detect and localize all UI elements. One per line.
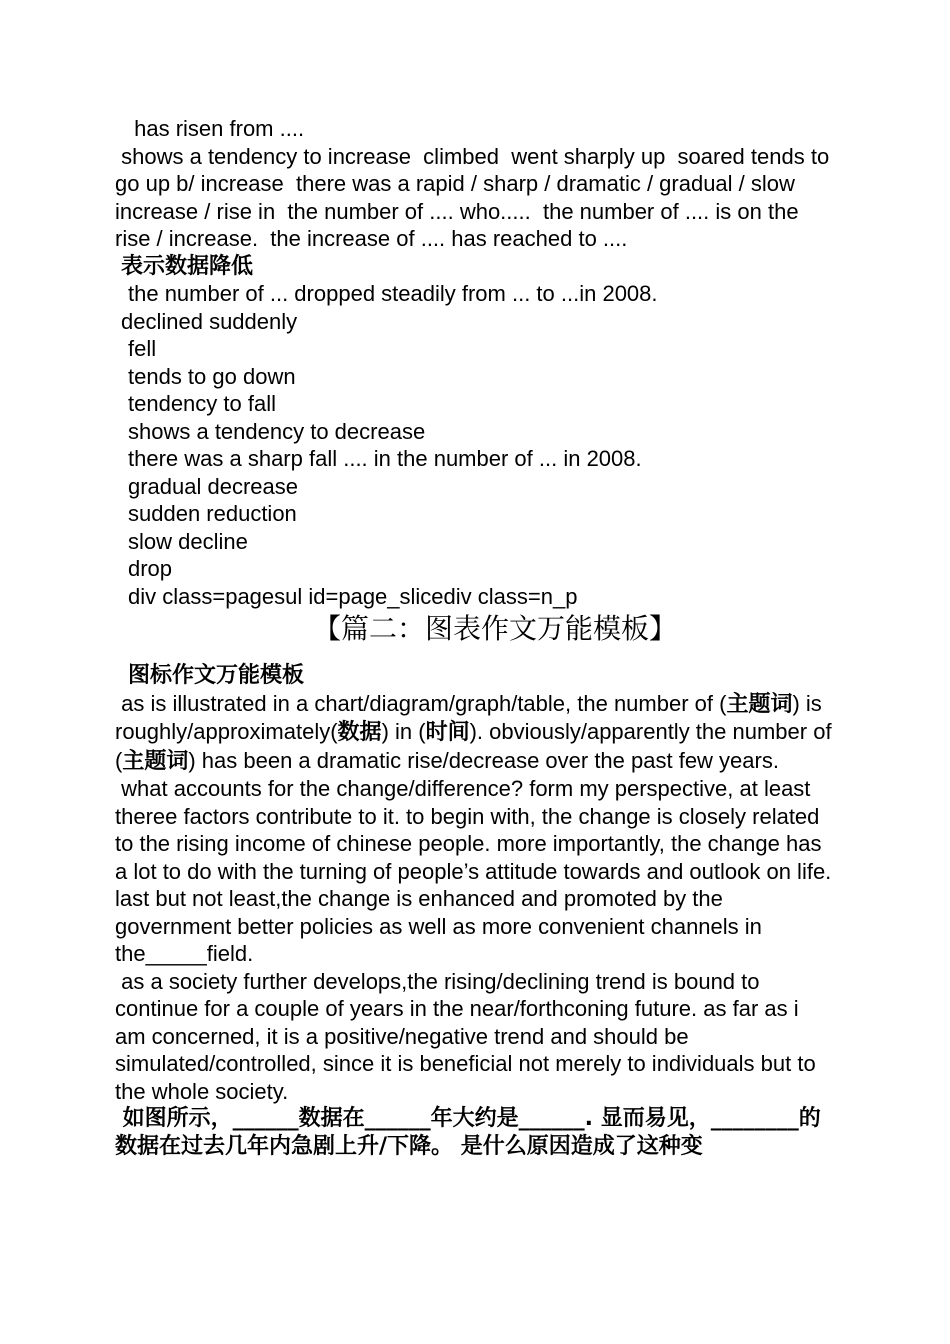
template-heading: 图标作文万能模板 <box>128 663 305 688</box>
text-line: has risen from .... <box>128 116 305 141</box>
text-paragraph <box>115 690 838 776</box>
text-paragraph: as a society further develops,the rising/declining trend is bound to continue for a couple of years in the near/forthconing future. as far as i am concerned, it is a positive/negative trend and should be simulated/controlled, since it is beneficial not merely to individuals but to the whole society. <box>115 968 822 1104</box>
text-run: as is illustrated in a chart/diagram/graph/table, the number of ( <box>115 690 727 716</box>
text-line: there was a sharp fall .... in the number of ... in 2008. <box>128 446 642 471</box>
bold-term: 数据 <box>337 720 382 745</box>
text-line: tends to go down <box>128 363 296 389</box>
text-line: declined suddenly <box>121 308 298 334</box>
text-line: fell <box>128 336 157 361</box>
text-line: tendency to fall <box>128 391 276 416</box>
text-line: div class=pagesul id=page_slicediv class=n_p <box>128 583 578 609</box>
text-run: ) in ( <box>381 719 426 744</box>
bold-term: 时间 <box>425 720 470 745</box>
text-line: shows a tendency to decrease <box>128 418 426 444</box>
text-line: the number of ... dropped steadily from ... to ...in 2008. <box>128 281 658 306</box>
text-run: ). obviously/apparently the number of ( <box>115 719 838 773</box>
text-line: gradual decrease <box>128 473 299 499</box>
text-line: sudden reduction <box>128 501 297 526</box>
section-title: 【篇二：图表作文万能模板】 <box>312 612 677 645</box>
text-run: ) is roughly/approximately( <box>115 690 828 744</box>
text-line: drop <box>128 556 173 581</box>
bold-term: 主题词 <box>122 748 189 774</box>
section-heading-decrease: 表示数据降低 <box>121 253 254 279</box>
bold-term: 主题词 <box>726 691 793 717</box>
text-paragraph-chinese: 如图所示，______数据在______年大约是______. 显而易见，________的数据在过去几年内急剧上升/下降。 是什么原因造成了这种变 <box>115 1106 821 1159</box>
document-page <box>115 115 838 1160</box>
text-paragraph: shows a tendency to increase climbed went sharply up soared tends to go up b/ increase there was a rapid / sharp / dramatic / gradual / slow increase / rise in the number of .... who..... the number of .... is on the rise / increase. the increase of .... has reached to .... <box>115 143 836 251</box>
text-run: ) has been a dramatic rise/decrease over the past few years. <box>188 747 779 773</box>
text-line: slow decline <box>128 528 248 554</box>
text-paragraph: what accounts for the change/difference? form my perspective, at least theree factors contribute to it. to begin with, the change is closely related to the rising income of chinese people. more importantly, the change has a lot to do with the turning of people’s attitude towards and outlook on life. last but not least,the change is enhanced and promoted by the government better policies as well as more convenient channels in the_____field. <box>115 776 838 966</box>
